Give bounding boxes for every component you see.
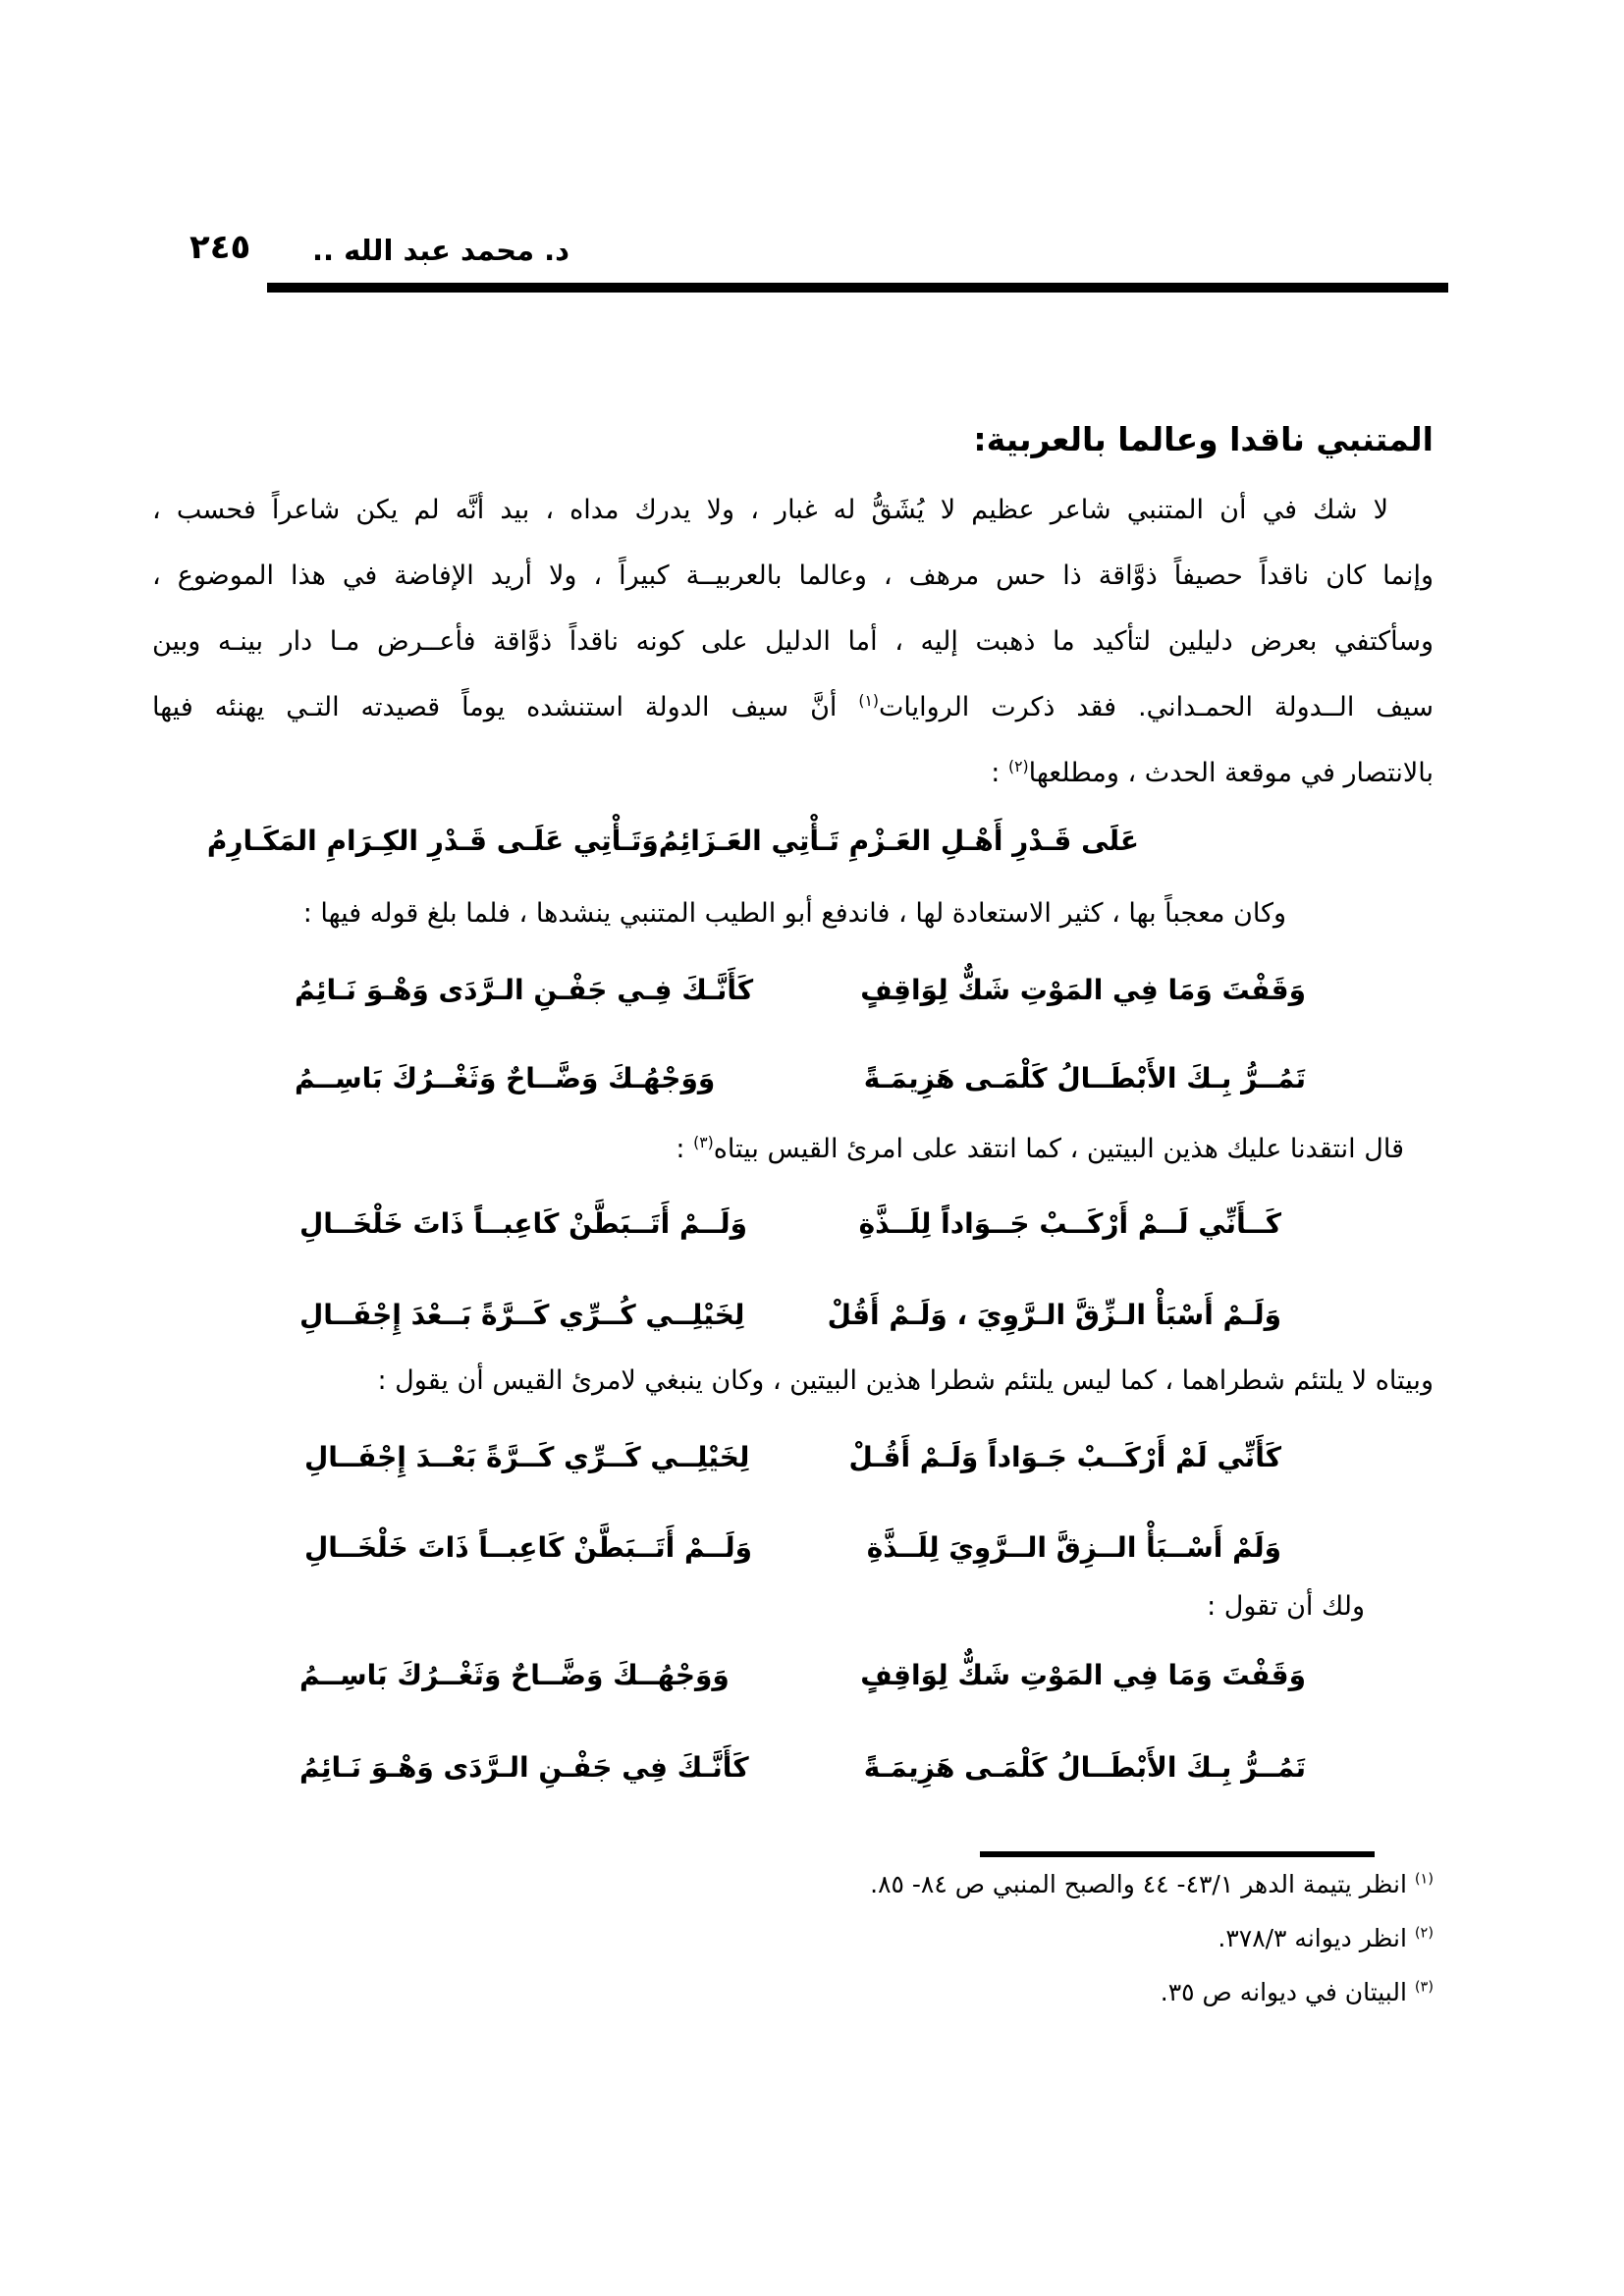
prose-line: وكان معجباً بها ، كثير الاستعادة لها ، فاندفع أبو الطيب المتنبي ينشدها ، فلما بلغ قوله فيها : bbox=[302, 898, 1286, 929]
prose-line: وبيتاه لا يلتئم شطراهما ، كما ليس يلتئم شطرا هذين البيتين ، وكان ينبغي لامرئ القيس أن يقول : bbox=[377, 1365, 1434, 1396]
hemistich-right: وَلَمْ أَسْــبَأْ الــزِقَّ الــرَّوِيَ لِلَــذَّةِ bbox=[866, 1530, 1281, 1564]
verse-row bbox=[304, 1414, 1281, 1500]
hemistich-right: عَلَى قَـدْرِ أَهْـلِ العَـزْمِ تَـأْتِي العَـزَائِمُ bbox=[658, 824, 1139, 857]
page-content bbox=[152, 410, 1434, 1883]
footnote-text: انظر ديوانه ٣٧٨/٣. bbox=[1218, 1924, 1407, 1952]
paragraph-text: بالانتصار في موقعة الحدث ، ومطلعها bbox=[1028, 758, 1434, 788]
hemistich-left: وَوَجْهُــكَ وَضَّــاحٌ وَثَغْــرُكَ بَاسِــمُ bbox=[299, 1658, 730, 1691]
prose-line bbox=[676, 1121, 1404, 1178]
verse-row bbox=[304, 1504, 1281, 1590]
hemistich-right: وَقَفْتَ وَمَا فِي المَوْتِ شَكٌّ لِوَاقِفٍ bbox=[860, 1658, 1306, 1691]
hemistich-left: لِخَيْلِــي كُــرِّي كَــرَّةً بَــعْدَ إِجْفَــالِ bbox=[299, 1298, 745, 1331]
prose-text: : bbox=[676, 1134, 694, 1164]
hemistich-left: كَأَنَّـكَ فِـي جَفْـنِ الـرَّدَى وَهْـوَ نَـائِمُ bbox=[295, 973, 754, 1006]
paragraph-line: لا شك في أن المتنبي شاعر عظيم لا يُشَقُّ له غبار ، ولا يدرك مداه ، بيد أنَّه لم يكن شاعراً فحسب ، bbox=[152, 495, 1388, 525]
hemistich-right: تَمُــرُّ بِـكَ الأَبْطَــالُ كَلْمَـى هَزِيمَـةً bbox=[863, 1750, 1306, 1784]
footnote-ref-1: (١) bbox=[858, 691, 879, 710]
verse-row bbox=[295, 946, 1306, 1033]
hemistich-left: كَأَنَّـكَ فِي جَفْـنِ الـرَّدَى وَهْـوَ نَـائِمُ bbox=[299, 1750, 749, 1784]
footnote-marker: (١) bbox=[1414, 1871, 1434, 1888]
footnote bbox=[152, 1965, 1434, 2019]
verse-row bbox=[299, 1724, 1306, 1810]
footnotes-section bbox=[152, 1851, 1434, 2019]
verse-row bbox=[299, 1180, 1281, 1266]
verse-row bbox=[299, 1631, 1306, 1718]
hemistich-left: لِخَيْلِــي كَــرِّي كَــرَّةً بَعْــدَ إِجْفَــالِ bbox=[304, 1440, 750, 1473]
footnote-marker: (٢) bbox=[1414, 1925, 1434, 1942]
footnote-ref-3: (٣) bbox=[693, 1133, 714, 1151]
hemistich-right: وَلَـمْ أَسْبَأْ الـزِّقَّ الـرَّوِيَ ، وَلَـمْ أَقُلْ bbox=[827, 1298, 1281, 1331]
footnote-text: البيتان في ديوانه ص ٣٥. bbox=[1160, 1978, 1407, 2006]
footnote bbox=[152, 1911, 1434, 1965]
hemistich-left: وَوَجْهُـكَ وَضَّــاحٌ وَثَغْــرُكَ بَاسِــمُ bbox=[295, 1061, 716, 1095]
verse-row bbox=[295, 1035, 1306, 1121]
paragraph-text: أنَّ سيف الدولة استنشده يوماً قصيدته التـي يهنئه فيها bbox=[152, 692, 859, 722]
prose-text: قال انتقدنا عليك هذين البيتين ، كما انتقد على امرئ القيس بيتاه bbox=[713, 1134, 1404, 1164]
paragraph-text: سيف الــدولة الحمـداني. فقد ذكرت الروايات bbox=[878, 692, 1434, 722]
hemistich-right: كَــأَنِّي لَــمْ أَرْكَــبْ جَــوَاداً لِلَــذَّةِ bbox=[858, 1206, 1281, 1240]
hemistich-left: وَلَــمْ أَتَــبَطَّنْ كَاعِبــاً ذَاتَ خَلْخَــالِ bbox=[304, 1530, 753, 1564]
hemistich-right: كَأَنِّي لَمْ أَرْكَــبْ جَـوَاداً وَلَـمْ أَقُـلْ bbox=[848, 1440, 1281, 1473]
paragraph-text: : bbox=[991, 758, 1008, 788]
page-number: ٢٤٥ bbox=[189, 228, 251, 267]
verse-row bbox=[206, 797, 1139, 883]
footnote bbox=[152, 1857, 1434, 1911]
verse-row bbox=[299, 1271, 1281, 1358]
prose-line: ولك أن تقول : bbox=[1207, 1591, 1365, 1622]
paragraph-line bbox=[152, 678, 1434, 737]
footnote-marker: (٣) bbox=[1414, 1979, 1434, 1996]
header-rule bbox=[267, 283, 1448, 293]
paragraph-line bbox=[991, 744, 1434, 803]
hemistich-right: وَقَفْتَ وَمَا فِي المَوْتِ شَكٌّ لِوَاقِفٍ bbox=[860, 973, 1306, 1006]
hemistich-right: تَمُــرُّ بِـكَ الأَبْطَــالُ كَلْمَـى هَزِيمَـةً bbox=[863, 1061, 1306, 1095]
paragraph-line: وسأكتفي بعرض دليلين لتأكيد ما ذهبت إليه ، أما الدليل على كونه ناقداً ذوَّاقة فأعــرض مـا دار بينـه وبين bbox=[152, 626, 1434, 657]
section-heading: المتنبي ناقدا وعالما بالعربية: bbox=[973, 420, 1434, 458]
hemistich-left: وَلَــمْ أَتَــبَطَّنْ كَاعِبــاً ذَاتَ خَلْخَــالِ bbox=[299, 1206, 748, 1240]
author-name: د. محمد عبد الله .. bbox=[312, 234, 570, 267]
paragraph-line: وإنما كان ناقداً حصيفاً ذوَّاقة ذا حس مرهف ، وعالما بالعربيــة كبيراً ، ولا أريد الإفاضة في هذا الموضوع ، bbox=[152, 561, 1434, 591]
footnote-text: انظر يتيمة الدهر ٤٣/١- ٤٤ والصبح المنبي ص ٨٤- ٨٥. bbox=[870, 1870, 1407, 1898]
footnote-ref-2: (٢) bbox=[1007, 757, 1029, 775]
hemistich-left: وَتَـأْتِي عَلَـى قَـدْرِ الكِـرَامِ المَكَـارِمُ bbox=[206, 824, 659, 857]
